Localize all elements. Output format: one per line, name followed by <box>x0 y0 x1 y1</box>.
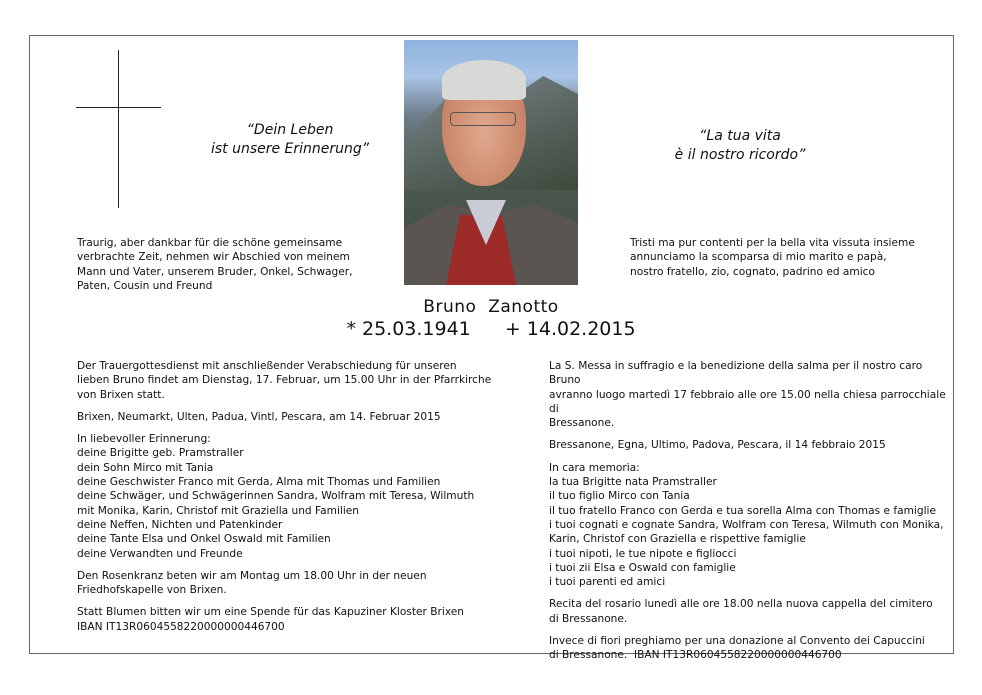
text-line: Tristi ma pur contenti per la bella vita vissuta insieme <box>630 237 915 249</box>
text-line: i tuoi zii Elsa e Oswald con famiglie <box>549 561 736 574</box>
quote-line: è il nostro ricordo” <box>674 147 806 163</box>
italian-intro <box>630 236 950 279</box>
german-place-date: Brixen, Neumarkt, Ulten, Padua, Vintl, Pescara, am 14. Februar 2015 <box>77 410 441 423</box>
german-mourners <box>77 432 517 561</box>
text-line: In liebevoller Erinnerung: <box>77 433 211 446</box>
italian-rosary <box>549 597 949 626</box>
text-line: La S. Messa in suffragio e la benedizione della salma per il nostro caro Bruno <box>549 360 923 387</box>
german-donation <box>77 605 517 634</box>
text-line: la tua Brigitte nata Pramstraller <box>549 476 717 489</box>
text-line: deine Geschwister Franco mit Gerda, Alma mit Thomas und Familien <box>77 476 441 489</box>
text-line: Recita del rosario lunedì alle ore 18.00 nella nuova cappella del cimitero <box>549 598 933 611</box>
italian-quote <box>640 127 840 165</box>
text-line: lieben Bruno findet am Dienstag, 17. Februar, um 15.00 Uhr in der Pfarrkirche <box>77 374 492 387</box>
italian-service <box>549 359 949 430</box>
text-line: Friedhofskapelle von Brixen. <box>77 584 227 597</box>
death-date: + 14.02.2015 <box>504 318 636 340</box>
text-line: Traurig, aber dankbar für die schöne gemeinsame <box>77 237 343 249</box>
german-service <box>77 359 517 402</box>
italian-place-date: Bressanone, Egna, Ultimo, Padova, Pescara, il 14 febbraio 2015 <box>549 439 886 452</box>
text-line: di Bressanone. IBAN IT13R0604558220000000446700 <box>549 649 842 662</box>
german-rosary <box>77 569 517 598</box>
text-line: Der Trauergottesdienst mit anschließender Verabschiedung für unseren <box>77 360 457 372</box>
quote-line: “Dein Leben <box>246 122 334 138</box>
italian-donation <box>549 634 949 663</box>
german-quote <box>190 121 390 159</box>
text-line: Karin, Christof con Graziella e rispettive famiglie <box>549 533 806 546</box>
deceased-name: Bruno Zanotto <box>423 297 559 317</box>
life-dates <box>0 318 982 340</box>
text-line: di Bressanone. <box>549 612 628 625</box>
german-column <box>77 359 517 642</box>
text-line: Mann und Vater, unserem Bruder, Onkel, Schwager, <box>77 265 353 278</box>
text-line: Den Rosenkranz beten wir am Montag um 18.00 Uhr in der neuen <box>77 569 427 582</box>
birth-date: * 25.03.1941 <box>346 318 471 340</box>
text-line: Paten, Cousin und Freund <box>77 279 213 292</box>
text-line: von Brixen statt. <box>77 388 165 401</box>
text-line: i tuoi nipoti, le tue nipote e figliocci <box>549 547 737 560</box>
text-line: verbrachte Zeit, nehmen wir Abschied von meinem <box>77 251 350 264</box>
text-line: i tuoi cognati e cognate Sandra, Wolfram con Teresa, Wilmuth con Monika, <box>549 518 944 531</box>
text-line: deine Brigitte geb. Pramstraller <box>77 447 244 460</box>
quote-line: ist unsere Erinnerung” <box>210 141 370 157</box>
text-line: deine Tante Elsa und Onkel Oswald mit Familien <box>77 533 331 546</box>
text-line: il tuo figlio Mirco con Tania <box>549 490 690 503</box>
text-line: annunciamo la scomparsa di mio marito e papà, <box>630 251 887 264</box>
italian-column <box>549 359 949 671</box>
text-line: nostro fratello, zio, cognato, padrino ed amico <box>630 265 875 278</box>
text-line: Statt Blumen bitten wir um eine Spende für das Kapuziner Kloster Brixen <box>77 606 464 619</box>
text-line: deine Schwäger, und Schwägerinnen Sandra, Wolfram mit Teresa, Wilmuth <box>77 490 475 503</box>
text-line: i tuoi parenti ed amici <box>549 576 666 589</box>
quote-line: “La tua vita <box>699 128 781 144</box>
text-line: In cara memoria: <box>549 461 640 474</box>
german-intro <box>77 236 397 293</box>
text-line: il tuo fratello Franco con Gerda e tua sorella Alma con Thomas e famiglie <box>549 504 936 517</box>
text-line: mit Monika, Karin, Christof mit Graziella und Familien <box>77 504 360 517</box>
text-line: deine Neffen, Nichten und Patenkinder <box>77 518 283 531</box>
italian-mourners <box>549 461 949 590</box>
text-line: Invece di fiori preghiamo per una donazione al Convento dei Capuccini <box>549 635 925 648</box>
portrait-photo <box>404 40 578 285</box>
text-line: dein Sohn Mirco mit Tania <box>77 461 214 474</box>
text-line: deine Verwandten und Freunde <box>77 547 243 560</box>
text-line: IBAN IT13R0604558220000000446700 <box>77 620 285 633</box>
text-line: Bressanone. <box>549 417 615 430</box>
text-line: avranno luogo martedì 17 febbraio alle ore 15.00 nella chiesa parrocchiale di <box>549 388 946 415</box>
